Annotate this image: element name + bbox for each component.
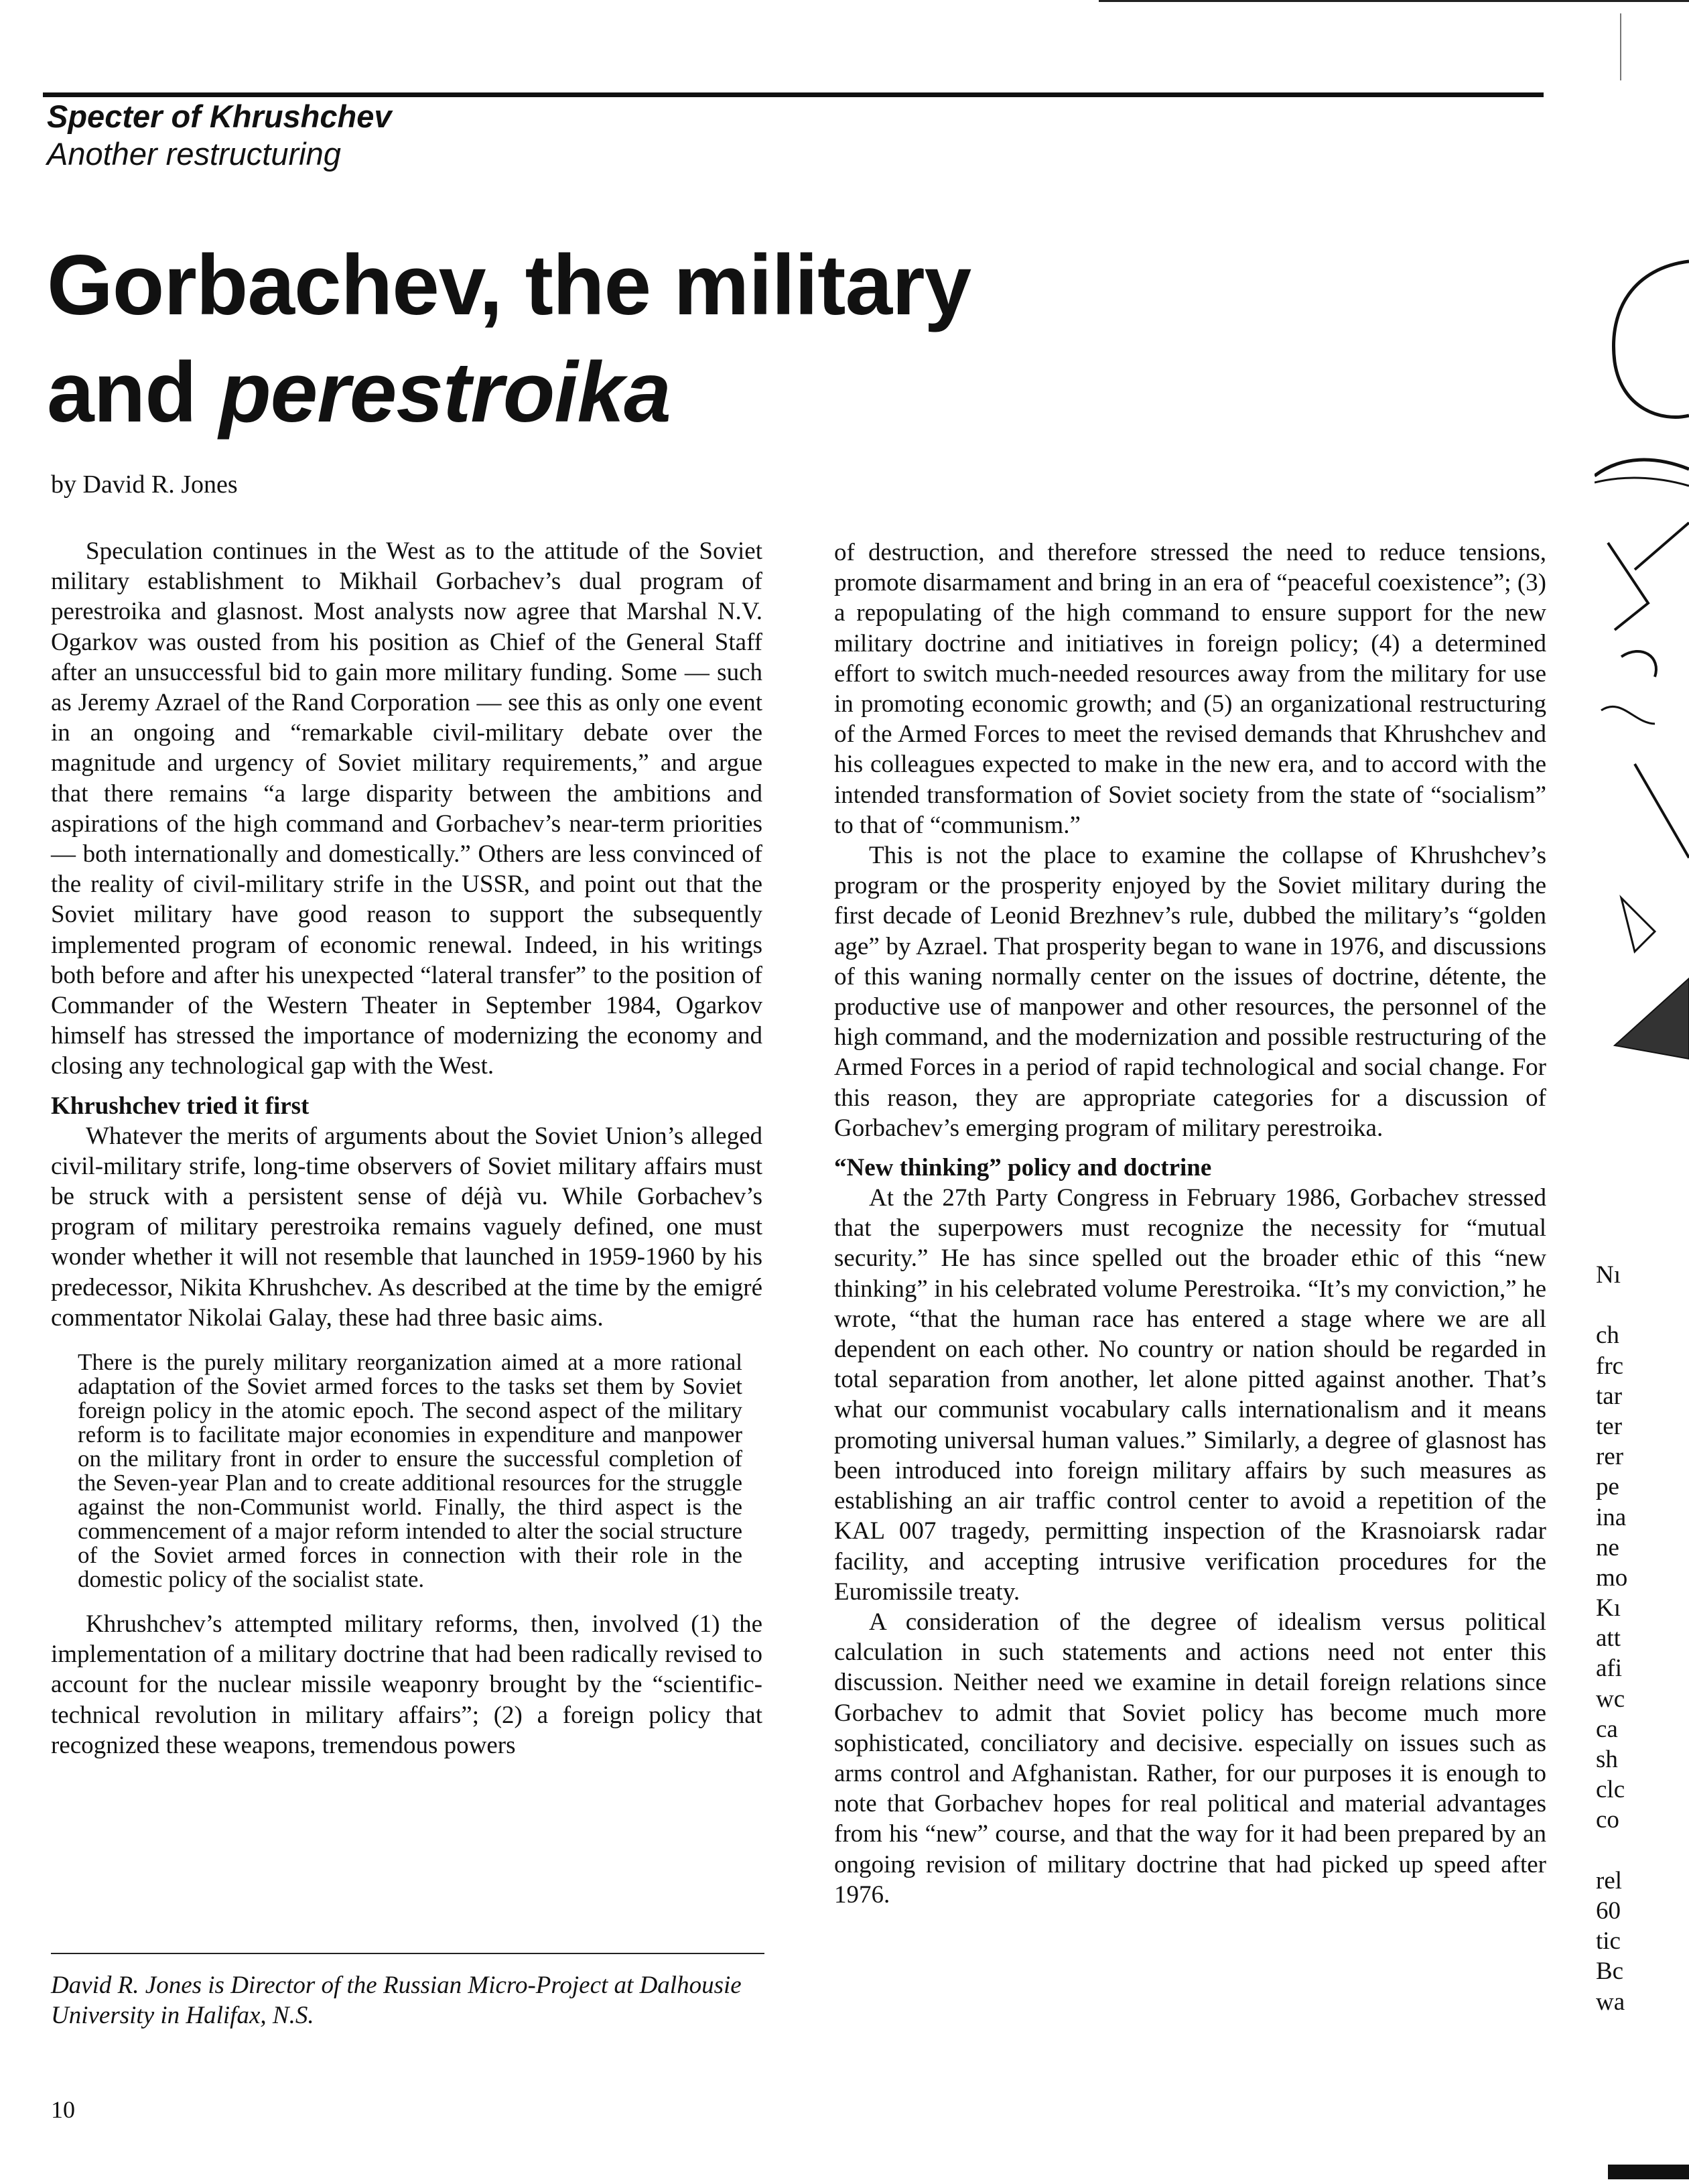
fragment-line: Nı [1596, 1261, 1621, 1289]
fragment-line: Kı [1596, 1594, 1621, 1622]
headline-line-2 [47, 338, 971, 446]
fragment-line: wa [1596, 1988, 1625, 2016]
article-headline [47, 231, 971, 446]
paragraph: of destruction, and therefore stressed the need to reduce tensions, promote disarmament and bring in an era of “peaceful coexistence”; (3) a repopulating of the high command to ensure support for the new military doctrine and initiatives in foreign policy; (4) a determined effort to switch much-needed resources away from the military for use in promoting economic growth; and (5) an organizational restructuring of the Armed Forces to meet the revised demands that Khrushchev and his colleagues expected to make in the new era, and to accord with the intended transformation of Soviet society from the state of “socialism” to that of “communism.” [834, 539, 1546, 839]
page-edge-mark [1620, 13, 1621, 80]
fragment-line: mo [1596, 1563, 1628, 1592]
paragraph: Whatever the merits of arguments about the Soviet Union’s alleged civil-military strife, long-time observers of Soviet military affairs must be struck with a persistent sense of déjà vu. While Gorbachev’s program of military perestroika remains vaguely defined, one must wonder whether it will not resemble that launched in 1959-1960 by his predecessor, Nikita Khrushchev. As described at the time by the emigré commentator Nikolai Galay, these had three basic aims. [51, 1122, 762, 1332]
fragment-line: frc [1596, 1352, 1624, 1380]
section-heading: Khrushchev tried it first [51, 1092, 310, 1120]
block-quote: There is the purely military reorganization aimed at a more rational adaptation of the Soviet armed forces to the tasks set them by Soviet foreign policy in the atomic epoch. The second aspect of the military reform is to facilitate major economies in expenditure and manpower on the military front in order to ensure the successful completion of the Seven-year Plan and to create additional resources for the struggle against the non-Communist world. Finally, the third aspect is the commencement of a major reform intended to alter the social structure of the Soviet armed forces in connection with their role in the domestic policy of the socialist state. [78, 1349, 742, 1593]
section-heading: “New thinking” policy and doctrine [834, 1154, 1212, 1182]
fragment-line: tar [1596, 1382, 1623, 1410]
next-page-fragments [1596, 1260, 1689, 2017]
fragment-line: clc [1596, 1776, 1625, 1804]
headline-line-2-italic: perestroika [219, 344, 671, 440]
byline: by David R. Jones [51, 470, 238, 499]
headline-line-1: Gorbachev, the military [47, 237, 971, 332]
fragment-line: ne [1596, 1533, 1619, 1561]
kicker [47, 98, 392, 173]
fragment-line: Bc [1596, 1957, 1624, 1986]
paragraph: This is not the place to examine the collapse of Khrushchev’s program or the prosperity enjoyed by the Soviet military during the first decade of Leonid Brezhnev’s rule, dubbed the military’s “golden age” by Azrael. That prosperity began to wane in 1976, and discussions of this waning normally center on the issues of doctrine, détente, the productive use of manpower and other resources, the personnel of the high command, and the modernization and possible restructuring of the Armed Forces in a period of rapid technological and social change. For this reason, they are appropriate categories for a discussion of Gorbachev’s emerging program of military perestroika. [834, 842, 1546, 1142]
fragment-line: co [1596, 1806, 1619, 1834]
fragment-line: sh [1596, 1746, 1618, 1773]
fragment-line: ch [1596, 1322, 1619, 1350]
cartoon-illustration-fragment [1595, 255, 1689, 1099]
paragraph: Khrushchev’s attempted military reforms, then, involved (1) the implementation of a military doctrine that had been radically revised to account for the nuclear missile weaponry brought by the “scientific-technical revolution in military affairs”; (2) a foreign policy that recognized these weapons, tremendous powers [51, 1610, 762, 1759]
paragraph: Speculation continues in the West as to the attitude of the Soviet military establishment to Mikhail Gorbachev’s dual program of perestroika and glasnost. Most analysts now agree that Marshal N.V. Ogarkov was ousted from his position as Chief of the General Staff after an unsuccessful bid to gain more military funding. Some — such as Jeremy Azrael of the Rand Corporation — see this as only one event in an ongoing and “remarkable civil-military debate over the magnitude and urgency of Soviet military requirements,” and argue that there remains “a large disparity between the ambitions and aspirations of the high command and Gorbachev’s near-term priorities — both internationally and domestically.” Others are less convinced of the reality of civil-military strife in the USSR, and point out that the Soviet military have good reason to support the subsequently implemented program of economic renewal. Indeed, in his writings both before and after his unexpected “lateral transfer” to the position of Commander of the Western Theater in September 1984, Ogarkov himself has stressed the importance of modernizing the economy and closing any technological gap with the West. [51, 537, 762, 1080]
fragment-line: ca [1596, 1715, 1618, 1743]
fragment-line: 60 [1596, 1897, 1621, 1925]
fragment-line [1596, 1290, 1689, 1320]
fragment-line: rel [1596, 1866, 1623, 1894]
headline-line-2-plain: and [47, 344, 220, 440]
fragment-line: rer [1596, 1443, 1624, 1471]
kicker-section-title: Specter of Khrushchev [47, 99, 392, 134]
fragment-line: att [1596, 1624, 1621, 1653]
right-column [834, 537, 1546, 1910]
fragment-line: wc [1596, 1685, 1625, 1713]
header-rule [43, 92, 1544, 97]
fragment-line [1596, 1836, 1689, 1866]
kicker-subtitle: Another restructuring [47, 136, 341, 172]
author-footnote: David R. Jones is Director of the Russian Micro-Project at Dalhousie University in Halifax, N.S. [51, 1972, 742, 2029]
fragment-line: pe [1596, 1473, 1619, 1501]
fragment-line: tic [1596, 1927, 1621, 1955]
paragraph: A consideration of the degree of idealism versus political calculation in such statements and actions need not enter this discussion. Neither need we examine in detail foreign relations since Gorbachev to admit that Soviet policy has become much more sophisticated, conciliatory and decisive. especially on issues such as arms control and Afghanistan. Rather, for our purposes it is enough to note that Gorbachev hopes for real political and material advantages from his “new” course, and that the way for it had been prepared by an ongoing revision of military doctrine that had picked up speed after 1976. [834, 1608, 1546, 1909]
page-edge-blot [1608, 2165, 1689, 2179]
fragment-line: ina [1596, 1503, 1627, 1531]
page-number: 10 [51, 2096, 75, 2123]
footnote-divider [51, 1953, 764, 1954]
fragment-line: ter [1596, 1412, 1623, 1440]
top-edge-rule [1099, 0, 1689, 2]
fragment-line: afi [1596, 1655, 1623, 1683]
left-column [51, 536, 762, 1760]
paragraph: At the 27th Party Congress in February 1986, Gorbachev stressed that the superpowers must recognize the necessity for “mutual security.” He has since spelled out the broader ethic of this “new thinking” in his celebrated volume Perestroika. “It’s my conviction,” he wrote, “that the human race has entered a stage where we are all dependent on each other. No country or nation should be regarded in total separation from another, let alone pitted against another. That’s what our communist vocabulary calls internationalism and it means promoting universal human values.” Similarly, a degree of glasnost has been introduced into foreign military affairs by such measures as establishing an air traffic control center to avoid a repetition of the KAL 007 tragedy, permitting inspection of the Krasnoiarsk radar facility, and accepting intrusive verification procedures for the Euromissile treaty. [834, 1184, 1546, 1606]
